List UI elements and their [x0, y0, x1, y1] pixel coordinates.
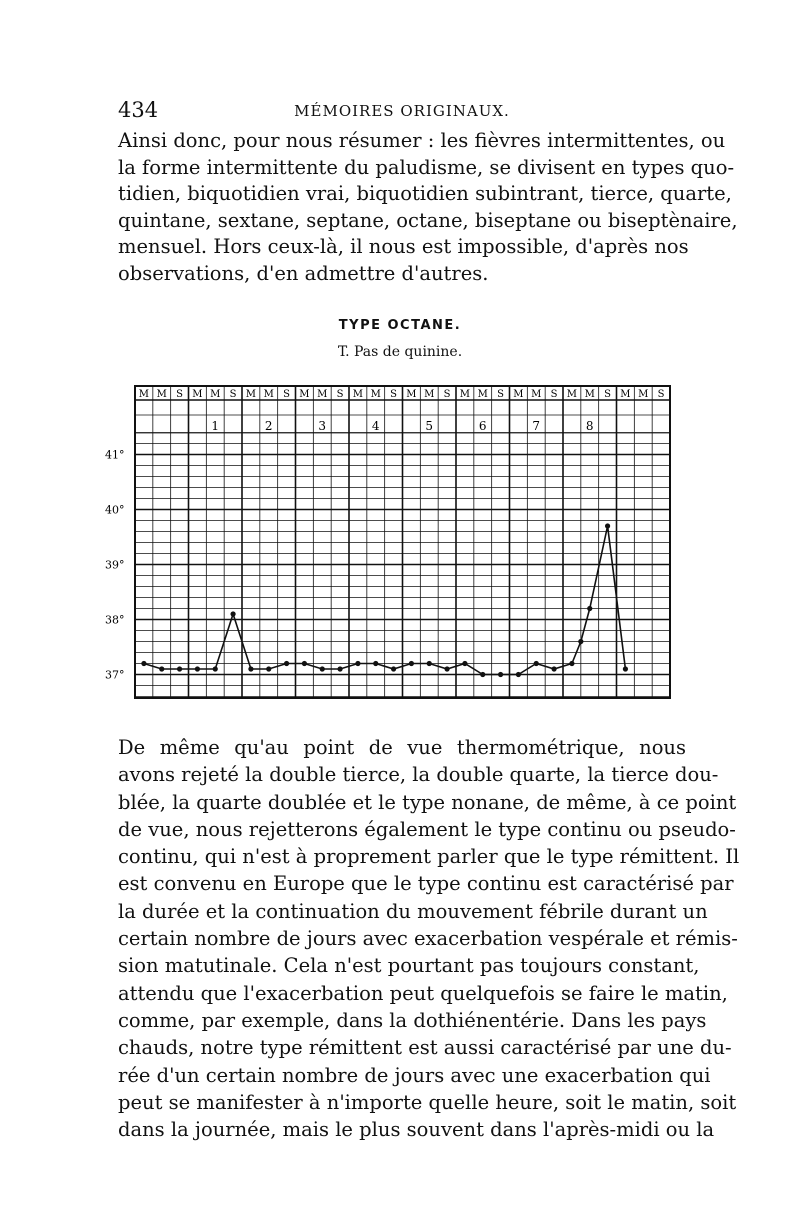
column-header-label: S [336, 389, 344, 400]
temperature-point [498, 672, 503, 677]
temperature-point [177, 666, 182, 671]
column-header-label: M [210, 389, 221, 400]
temperature-point [141, 661, 146, 666]
text-line: comme, par exemple, dans la dothiénentérie. Dans les pays [118, 1008, 707, 1032]
y-tick-label: 39° [105, 558, 125, 572]
temperature-point [605, 523, 610, 528]
temperature-point [355, 661, 360, 666]
text-line: la forme intermittente du paludisme, se divisent en types quo- [118, 155, 735, 179]
text-line: observations, d'en admettre d'autres. [118, 261, 489, 285]
column-header-label: S [176, 389, 184, 400]
text-line: Ainsi donc, pour nous résumer : les fièvres intermittentes, ou [118, 129, 726, 152]
column-header-label: M [638, 389, 649, 400]
column-header-label: M [192, 389, 203, 400]
temperature-point [248, 666, 253, 671]
text-line: continu, qui n'est à proprement parler que le type rémittent. Il [118, 845, 740, 869]
text-line: peut se manifester à n'importe quelle heure, soit le matin, soit [118, 1090, 737, 1114]
temperature-point [462, 661, 467, 666]
temperature-point [623, 666, 628, 671]
column-header-label: M [584, 389, 595, 400]
temperature-point [284, 661, 289, 666]
column-header-label: M [406, 389, 417, 400]
temperature-point [159, 666, 164, 671]
day-number-label: 8 [585, 419, 594, 433]
temperature-point [373, 661, 378, 666]
temperature-point [409, 661, 414, 666]
running-head: MÉMOIRES ORIGINAUX. [294, 102, 510, 120]
day-number-label: 6 [478, 419, 487, 433]
text-line: mensuel. Hors ceux-là, il nous est impossible, d'après nos [118, 235, 689, 258]
text-line: dans la journée, mais le plus souvent dans l'après-midi ou la [118, 1118, 715, 1142]
text-line: de vue, nous rejetterons également le type continu ou pseudo- [118, 817, 736, 841]
column-header-label: S [283, 389, 291, 400]
column-header-label: M [370, 389, 381, 400]
temperature-point [444, 666, 449, 671]
temperature-chart [105, 378, 685, 708]
column-header-label: M [263, 389, 274, 400]
paragraph-summary [118, 128, 738, 287]
temperature-point [391, 666, 396, 671]
temperature-point [337, 666, 342, 671]
text-line: tidien, biquotidien vrai, biquotidien subintrant, tierce, quarte, [118, 182, 732, 205]
temperature-point [480, 672, 485, 677]
temperature-point [195, 666, 200, 671]
temperature-point [578, 639, 583, 644]
text-line: quintane, sextane, septane, octane, biseptane ou biseptènaire, [118, 208, 738, 232]
temperature-point [230, 611, 235, 616]
temperature-point [587, 606, 592, 611]
column-header-label: M [477, 389, 488, 400]
column-header-label: M [459, 389, 471, 400]
column-header-label: M [299, 389, 310, 400]
y-tick-label: 38° [105, 613, 125, 627]
figure-title: TYPE OCTANE. [338, 318, 462, 333]
text-line: blée, la quarte doublée et le type nonane, de même, à ce point [118, 790, 737, 814]
column-header-label: S [657, 389, 665, 400]
page-number: 434 [118, 98, 159, 122]
day-number-label: 1 [211, 419, 220, 433]
figure-subtitle: T. Pas de quinine. [337, 344, 463, 360]
paragraph-discussion [118, 734, 740, 1143]
temperature-point [320, 666, 325, 671]
temperature-point [551, 666, 556, 671]
column-header-label: M [138, 389, 150, 400]
column-header-label: M [317, 389, 328, 400]
column-header-label: S [550, 389, 558, 400]
column-header-label: S [390, 389, 398, 400]
temperature-point [569, 661, 574, 666]
column-header-label: S [229, 389, 237, 400]
column-header-label: M [531, 389, 542, 400]
text-line: chauds, notre type rémittent est aussi caractérisé par une du- [118, 1036, 732, 1060]
day-number-label: 5 [425, 419, 434, 433]
column-header-label: M [156, 389, 167, 400]
day-number-label: 7 [532, 419, 541, 433]
temperature-point [516, 672, 521, 677]
column-header-label: M [513, 389, 524, 400]
text-line: De même qu'au point de vue thermométrique, nous [118, 736, 686, 759]
text-line: avons rejeté la double tierce, la double quarte, la tierce dou- [118, 763, 719, 787]
column-header-label: S [604, 389, 612, 400]
temperature-point [302, 661, 307, 666]
y-tick-label: 40° [105, 503, 125, 517]
temperature-point [213, 666, 218, 671]
y-tick-label: 37° [105, 668, 125, 682]
y-tick-label: 41° [105, 448, 125, 462]
temperature-point [266, 666, 271, 671]
text-line: la durée et la continuation du mouvement fébrile durant un [118, 899, 708, 923]
text-line: attendu que l'exacerbation peut quelquefois se faire le matin, [118, 981, 728, 1005]
text-line: certain nombre de jours avec exacerbation vespérale et rémis- [118, 927, 738, 951]
column-header-label: S [497, 389, 505, 400]
temperature-point [427, 661, 432, 666]
page-header [118, 98, 686, 124]
text-line: est convenu en Europe que le type continu est caractérisé par [118, 872, 734, 896]
text-line: sion matutinale. Cela n'est pourtant pas toujours constant, [118, 954, 700, 978]
day-number-label: 2 [264, 419, 273, 433]
column-header-label: M [566, 389, 578, 400]
column-header-label: S [443, 389, 451, 400]
column-header-label: M [424, 389, 435, 400]
text-line: rée d'un certain nombre de jours avec une exacerbation qui [118, 1063, 711, 1087]
column-header-label: M [245, 389, 257, 400]
column-header-label: M [620, 389, 631, 400]
column-header-label: M [352, 389, 364, 400]
day-number-label: 4 [371, 419, 380, 433]
day-number-label: 3 [318, 419, 327, 433]
temperature-point [534, 661, 539, 666]
